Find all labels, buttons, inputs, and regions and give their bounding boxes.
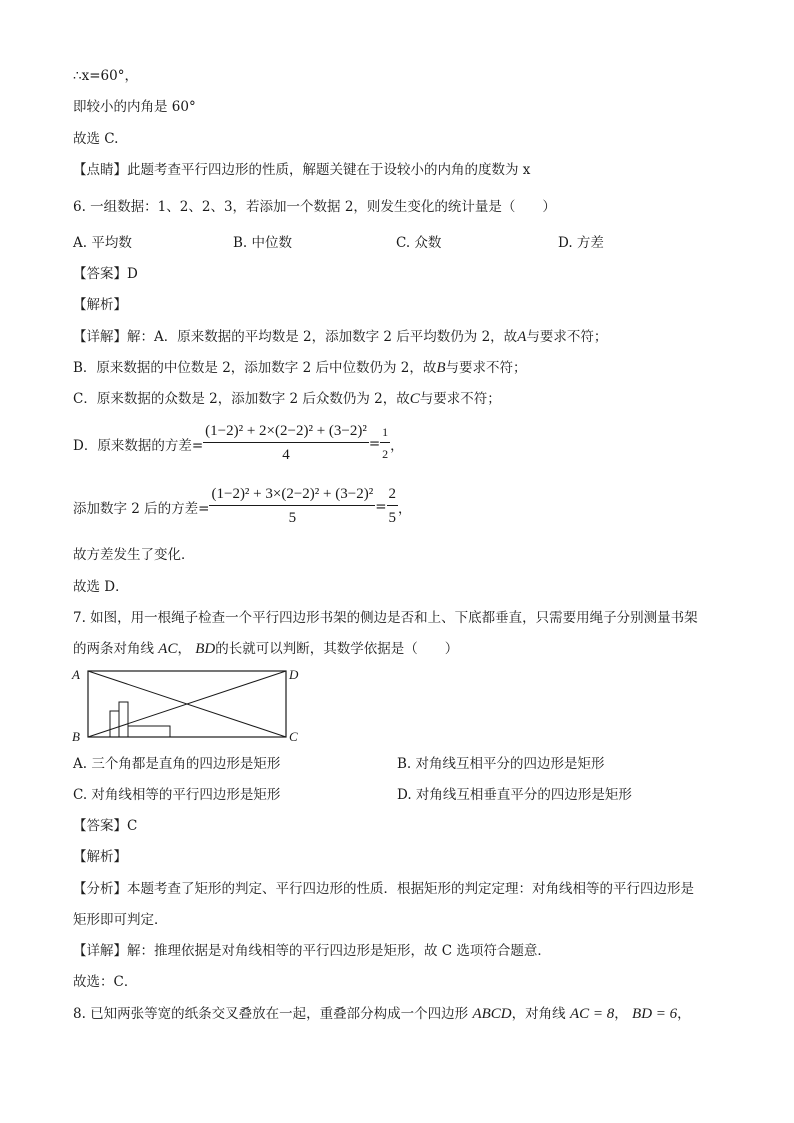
analysis-7-heading: 【解析】 [73, 849, 127, 865]
text-line: 即较小的内角是 60° [73, 99, 196, 115]
vertex-label-b: B [72, 729, 80, 744]
detail-line-c: C．原来数据的众数是 2，添加数字 2 后众数仍为 2，故C与要求不符； [73, 391, 501, 407]
q7-option-d: D. 对角线互相垂直平分的四边形是矩形 [397, 787, 632, 803]
detail-line-a: 【详解】解：A．原来数据的平均数是 2，添加数字 2 后平均数仍为 2，故A与要求不符； [73, 329, 608, 345]
text-line: 故选 C. [73, 131, 119, 147]
book [128, 726, 170, 737]
text-line: ∴x=60°， [73, 68, 138, 84]
q6-option-d: D. 方差 [558, 235, 604, 251]
question-8: 8. 已知两张等宽的纸条交叉叠放在一起，重叠部分构成一个四边形 ABCD，对角线 AC = 8， BD = 6， [73, 1006, 691, 1022]
vertex-label-a: A [72, 667, 80, 682]
variance-result-fraction: $\frac{2}{5}$ [388, 486, 397, 526]
book [119, 702, 128, 737]
variance-fraction: $\frac{\text{(1−2)² + 3×(2−2)² + (3−2)²}}{5}$ [211, 486, 374, 526]
q7-option-c: C. 对角线相等的平行四边形是矩形 [73, 787, 281, 803]
question-6: 6. 一组数据：1、2、2、3，若添加一个数据 2，则发生变化的统计量是（ ） [73, 199, 556, 215]
q7-option-a: A. 三个角都是直角的四边形是矩形 [73, 756, 281, 772]
question-7-cont: 的两条对角线 AC， BD的长就可以判断，其数学依据是（ ） [73, 641, 459, 657]
analysis-7-line: 矩形即可判定． [73, 912, 168, 928]
answer-6: 【答案】D [73, 266, 138, 282]
q6-option-a: A. 平均数 [73, 235, 132, 251]
detail-line-b: B．原来数据的中位数是 2，添加数字 2 后中位数仍为 2，故B与要求不符； [73, 360, 527, 376]
variance-new: 添加数字 2 后的方差= $\frac{\text{(1−2)² + 3×(2−2)² + (3−2)²}}{5}$ = $\frac{2}{5}$ ， [73, 486, 412, 526]
text-line: 故选：C． [73, 974, 138, 990]
book [110, 711, 119, 737]
q6-option-c: C. 众数 [396, 235, 442, 251]
bookshelf-figure [70, 663, 302, 745]
analysis-6-heading: 【解析】 [73, 297, 127, 313]
text-line: 故选 D． [73, 579, 129, 595]
variance-fraction: $\frac{\text{(1−2)² + 2×(2−2)² + (3−2)²}}{4}$ [205, 423, 367, 463]
q7-option-b: B. 对角线互相平分的四边形是矩形 [397, 756, 605, 772]
question-7: 7. 如图，用一根绳子检查一个平行四边形书架的侧边是否和上、下底都垂直，只需要用绳子分别测量书架 [73, 610, 698, 626]
q6-option-b: B. 中位数 [233, 235, 293, 251]
vertex-label-c: C [289, 729, 298, 744]
remark-line: 【点睛】此题考查平行四边形的性质，解题关键在于设较小的内角的度数为 x [73, 162, 531, 178]
text-line: 故方差发生了变化． [73, 547, 195, 563]
variance-result-fraction: $\frac{1}{2}$ [382, 425, 389, 461]
vertex-label-d: D [289, 667, 299, 682]
analysis-7-line: 【分析】本题考查了矩形的判定、平行四边形的性质．根据矩形的判定定理：对角线相等的平行四边形是 [73, 881, 694, 897]
detail-7-line: 【详解】解：推理依据是对角线相等的平行四边形是矩形，故 C 选项符合题意． [73, 943, 551, 959]
answer-7: 【答案】C [73, 818, 138, 834]
variance-original: D．原来数据的方差= $\frac{\text{(1−2)² + 2×(2−2)² + (3−2)²}}{4}$ = $\frac{1}{2}$ ， [73, 423, 404, 463]
